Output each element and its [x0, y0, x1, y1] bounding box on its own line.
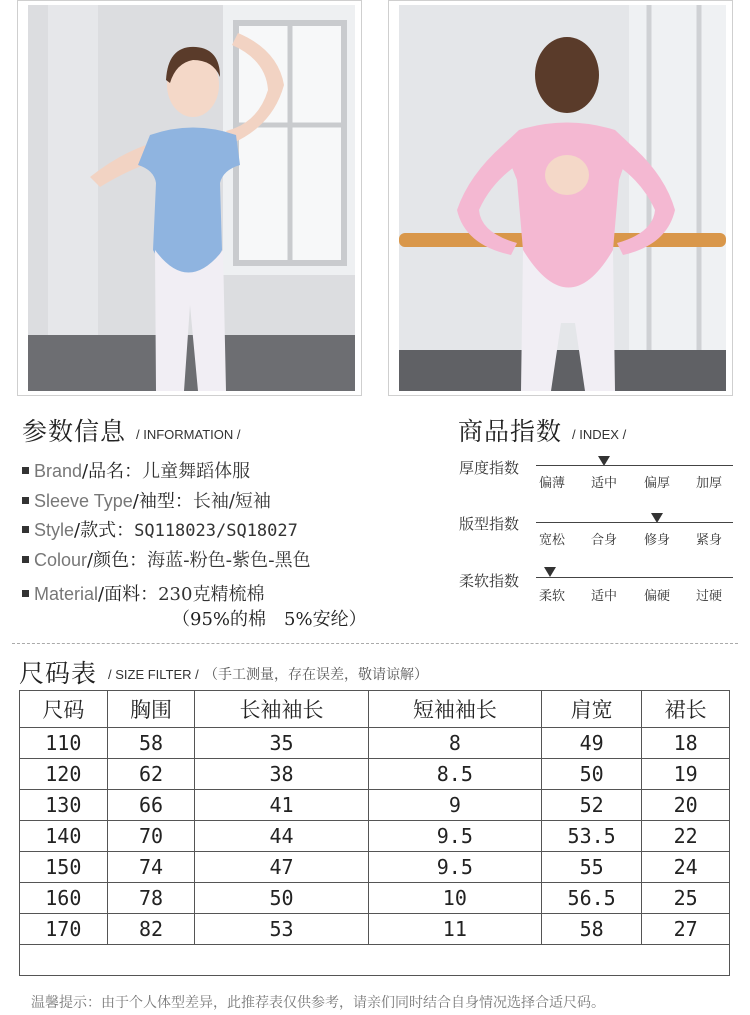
table-cell: 50	[542, 759, 642, 790]
table-cell: 35	[195, 728, 368, 759]
table-cell: 70	[107, 821, 195, 852]
table-cell: 20	[642, 790, 730, 821]
table-cell-empty	[20, 945, 730, 976]
bullet-icon	[22, 526, 29, 533]
header-skirt: 裙长	[642, 691, 730, 728]
table-row	[20, 728, 730, 759]
index-subtitle: / INDEX /	[572, 427, 627, 442]
table-row	[20, 759, 730, 790]
bullet-icon	[22, 497, 29, 504]
index-scale-line	[536, 465, 733, 466]
table-row	[20, 883, 730, 914]
index-option: 修身	[643, 533, 670, 548]
table-cell: 19	[642, 759, 730, 790]
header-chest: 胸围	[107, 691, 195, 728]
table-cell: 140	[20, 821, 108, 852]
table-cell: 62	[107, 759, 195, 790]
index-title: 商品指数	[458, 417, 563, 446]
table-cell: 130	[20, 790, 108, 821]
info-label-cn: /颜色：	[87, 550, 148, 571]
index-option: 紧身	[695, 533, 722, 548]
index-option: 宽松	[538, 533, 565, 548]
index-scale-line	[536, 577, 733, 578]
table-cell: 170	[20, 914, 108, 945]
index-option: 适中	[590, 589, 617, 604]
table-cell: 9	[368, 790, 541, 821]
index-option: 合身	[590, 533, 617, 548]
info-value: 230克精梳棉	[158, 584, 265, 605]
table-cell: 150	[20, 852, 108, 883]
index-option: 偏厚	[643, 476, 670, 491]
index-option: 过硬	[695, 589, 722, 604]
table-cell: 47	[195, 852, 368, 883]
table-cell: 24	[642, 852, 730, 883]
header-shoulder: 肩宽	[542, 691, 642, 728]
info-label-en: Material	[34, 584, 99, 604]
table-cell: 27	[642, 914, 730, 945]
table-cell: 44	[195, 821, 368, 852]
size-note: （手工测量，存在误差，敬请谅解）	[204, 667, 428, 683]
index-label: 厚度指数	[459, 459, 520, 477]
table-row	[20, 821, 730, 852]
table-cell: 10	[368, 883, 541, 914]
table-cell: 9.5	[368, 852, 541, 883]
bullet-icon	[22, 467, 29, 474]
bullet-icon	[22, 590, 29, 597]
info-label-en: Style	[34, 520, 75, 540]
table-row-empty	[20, 945, 730, 976]
table-cell: 55	[542, 852, 642, 883]
table-cell: 53	[195, 914, 368, 945]
table-cell: 66	[107, 790, 195, 821]
index-option: 偏硬	[643, 589, 670, 604]
table-cell: 8.5	[368, 759, 541, 790]
table-row	[20, 852, 730, 883]
size-title: 尺码表	[19, 659, 98, 688]
table-cell: 58	[542, 914, 642, 945]
table-cell: 120	[20, 759, 108, 790]
table-cell: 53.5	[542, 821, 642, 852]
header-short-sleeve: 短袖袖长	[368, 691, 541, 728]
table-cell: 56.5	[542, 883, 642, 914]
index-option: 偏薄	[538, 476, 565, 491]
info-value: 海蓝-粉色-紫色-黑色	[147, 550, 311, 571]
table-cell: 110	[20, 728, 108, 759]
info-value: 长袖/短袖	[192, 491, 271, 512]
info-value: SQ118023/SQ18027	[134, 521, 298, 541]
info-label-en: Brand	[34, 461, 83, 481]
index-scale-line	[536, 522, 733, 523]
info-label-cn: /面料：	[98, 584, 159, 605]
index-option: 适中	[590, 476, 617, 491]
section-divider	[12, 643, 738, 644]
info-row-brand	[22, 457, 250, 483]
table-cell: 18	[642, 728, 730, 759]
blue-leotard-image	[28, 5, 355, 391]
info-label-cn: /品名：	[82, 461, 143, 482]
info-row-style	[22, 516, 298, 542]
table-cell: 11	[368, 914, 541, 945]
size-table-header	[20, 691, 730, 728]
table-cell: 58	[107, 728, 195, 759]
table-cell: 50	[195, 883, 368, 914]
size-table	[19, 690, 730, 976]
index-marker-icon	[544, 567, 556, 577]
info-label-cn: /袖型：	[132, 491, 193, 512]
table-cell: 25	[642, 883, 730, 914]
table-row	[20, 790, 730, 821]
index-label: 版型指数	[459, 515, 520, 533]
table-cell: 22	[642, 821, 730, 852]
info-label-en: Sleeve Type	[34, 491, 133, 511]
info-title: 参数信息	[22, 417, 127, 446]
index-label: 柔软指数	[459, 572, 520, 590]
table-cell: 52	[542, 790, 642, 821]
table-cell: 74	[107, 852, 195, 883]
table-cell: 41	[195, 790, 368, 821]
table-cell: 160	[20, 883, 108, 914]
table-cell: 49	[542, 728, 642, 759]
info-row-colour	[22, 546, 311, 572]
info-subtitle: / INFORMATION /	[136, 427, 241, 442]
bullet-icon	[22, 556, 29, 563]
info-row-sleeve	[22, 487, 271, 513]
info-material-detail: （95%的棉 5%安纶）	[172, 609, 367, 630]
header-size: 尺码	[20, 691, 108, 728]
index-option: 柔软	[538, 589, 565, 604]
table-row	[20, 914, 730, 945]
table-cell: 38	[195, 759, 368, 790]
table-cell: 82	[107, 914, 195, 945]
product-photo-pink	[388, 0, 733, 396]
pink-leotard-image	[399, 5, 726, 391]
info-row-material	[22, 580, 264, 606]
table-cell: 8	[368, 728, 541, 759]
info-label-en: Colour	[34, 550, 88, 570]
info-value: 儿童舞蹈体服	[142, 461, 251, 482]
table-cell: 78	[107, 883, 195, 914]
tip-text: 温馨提示：由于个人体型差异，此推荐表仅供参考，请亲们同时结合自身情况选择合适尺码。	[31, 995, 605, 1011]
header-long-sleeve: 长袖袖长	[195, 691, 368, 728]
product-photo-blue	[17, 0, 362, 396]
index-option: 加厚	[695, 476, 722, 491]
table-cell: 9.5	[368, 821, 541, 852]
size-subtitle: / SIZE FILTER /	[108, 667, 199, 682]
info-label-cn: /款式：	[74, 520, 135, 541]
